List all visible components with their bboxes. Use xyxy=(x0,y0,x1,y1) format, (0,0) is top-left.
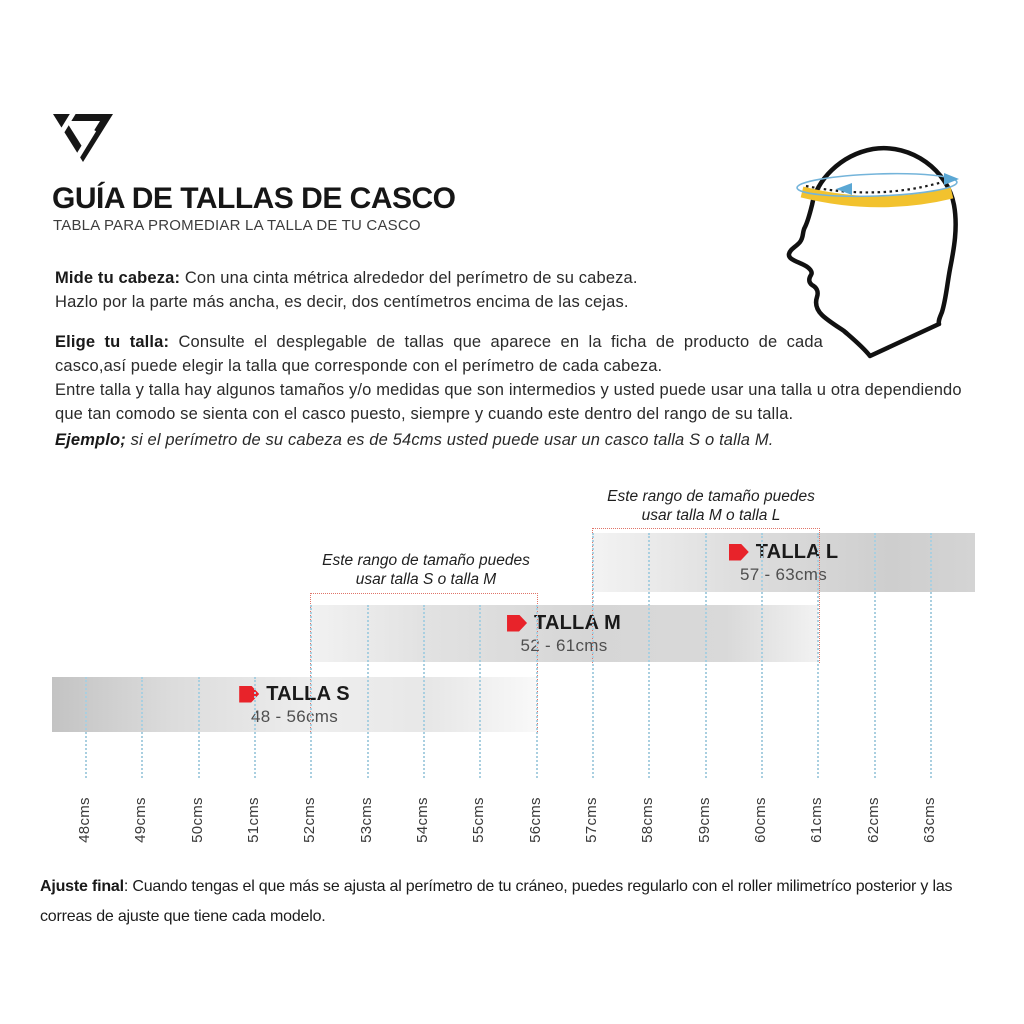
x-tick-label: 57cms xyxy=(582,797,600,843)
annotation-m-l: Este rango de tamaño puedes usar talla M o talla L xyxy=(607,488,815,524)
measure-head-text-line2: Hazlo por la parte más ancha, es decir, dos centímetros encima de las cejas. xyxy=(55,293,629,311)
choose-size-text: Consulte el desplegable de tallas que aparece en la ficha de producto de cada xyxy=(169,333,823,351)
gridline-53cms xyxy=(367,605,369,778)
x-tick-label: 50cms xyxy=(188,797,206,843)
gridline-63cms xyxy=(930,533,932,778)
example-text: si el perímetro de su cabeza es de 54cms usted puede usar un casco talla S o talla M. xyxy=(125,431,774,449)
x-tick-label: 53cms xyxy=(357,797,375,843)
size-range: 52 - 61cms xyxy=(520,635,608,655)
paragraph-choose-size xyxy=(55,330,1005,426)
x-tick-label: 58cms xyxy=(639,797,657,843)
measure-head-label: Mide tu cabeza: xyxy=(55,269,181,287)
gridline-57cms xyxy=(592,533,594,778)
paragraph-measure-head xyxy=(55,266,755,314)
page-title: GUÍA DE TALLAS DE CASCO xyxy=(52,182,456,215)
x-tick-label: 61cms xyxy=(808,797,826,843)
choose-size-text-line4: que tan comodo se sienta con el casco puesto, siempre y cuando este dentro del rango de su talla. xyxy=(55,405,794,423)
size-range: 48 - 56cms xyxy=(250,706,339,726)
final-adjust-label: Ajuste final xyxy=(40,878,124,895)
annotation-s-m: Este rango de tamaño puedes usar talla S o talla M xyxy=(322,552,530,588)
gridline-54cms xyxy=(423,605,425,778)
size-name: TALLA M xyxy=(534,611,621,634)
size-tag-icon xyxy=(239,686,259,703)
choose-size-text-line2: casco,así puede elegir la talla que corresponde con el perímetro de cada cabeza. xyxy=(55,357,663,375)
x-tick-label: 52cms xyxy=(301,797,319,843)
example-label: Ejemplo; xyxy=(55,431,126,449)
gridline-50cms xyxy=(198,677,200,778)
gridline-51cms xyxy=(254,677,256,778)
x-tick-label: 56cms xyxy=(526,797,544,843)
measure-head-text: Con una cinta métrica alrededor del perímetro de su cabeza. xyxy=(180,269,638,287)
final-adjust-text-line2: correas de ajuste que tiene cada modelo. xyxy=(40,908,326,925)
gridline-52cms xyxy=(310,605,312,778)
gridline-49cms xyxy=(141,677,143,778)
page-subtitle: TABLA PARA PROMEDIAR LA TALLA DE TU CASCO xyxy=(53,217,421,234)
size-range-chart xyxy=(0,470,1024,860)
size-name: TALLA L xyxy=(755,540,839,563)
choose-size-text-line3: Entre talla y talla hay algunos tamaños y/o medidas que son intermedios y usted puede usar una talla u otra dependiendo xyxy=(55,381,962,399)
gridline-48cms xyxy=(85,677,87,778)
x-tick-label: 48cms xyxy=(76,797,93,843)
x-tick-label: 62cms xyxy=(864,797,882,843)
x-tick-label: 60cms xyxy=(751,797,769,843)
x-tick-label: 54cms xyxy=(413,797,431,843)
x-tick-label: 55cms xyxy=(470,797,488,843)
gridline-55cms xyxy=(479,605,481,778)
gridline-60cms xyxy=(761,533,763,778)
final-adjust-text: : Cuando tengas el que más se ajusta al perímetro de tu cráneo, puedes regularlo con el roller milimetríco posterior y las xyxy=(123,878,953,895)
gridline-62cms xyxy=(874,533,876,778)
x-tick-label: 63cms xyxy=(920,797,938,843)
paragraph-final-adjust xyxy=(40,872,1000,932)
x-tick-label: 51cms xyxy=(244,797,262,843)
size-range: 57 - 63cms xyxy=(739,564,828,584)
choose-size-label: Elige tu talla: xyxy=(55,333,170,351)
gridline-56cms xyxy=(536,605,538,778)
brand-logo-icon xyxy=(50,105,116,165)
x-tick-label: 49cms xyxy=(132,797,150,843)
gridline-61cms xyxy=(817,533,819,778)
size-name: TALLA S xyxy=(266,682,350,705)
x-tick-label: 59cms xyxy=(695,797,713,843)
head-profile-outline xyxy=(789,148,956,356)
example-note xyxy=(55,428,773,452)
gridline-58cms xyxy=(648,533,650,778)
gridline-59cms xyxy=(705,533,707,778)
